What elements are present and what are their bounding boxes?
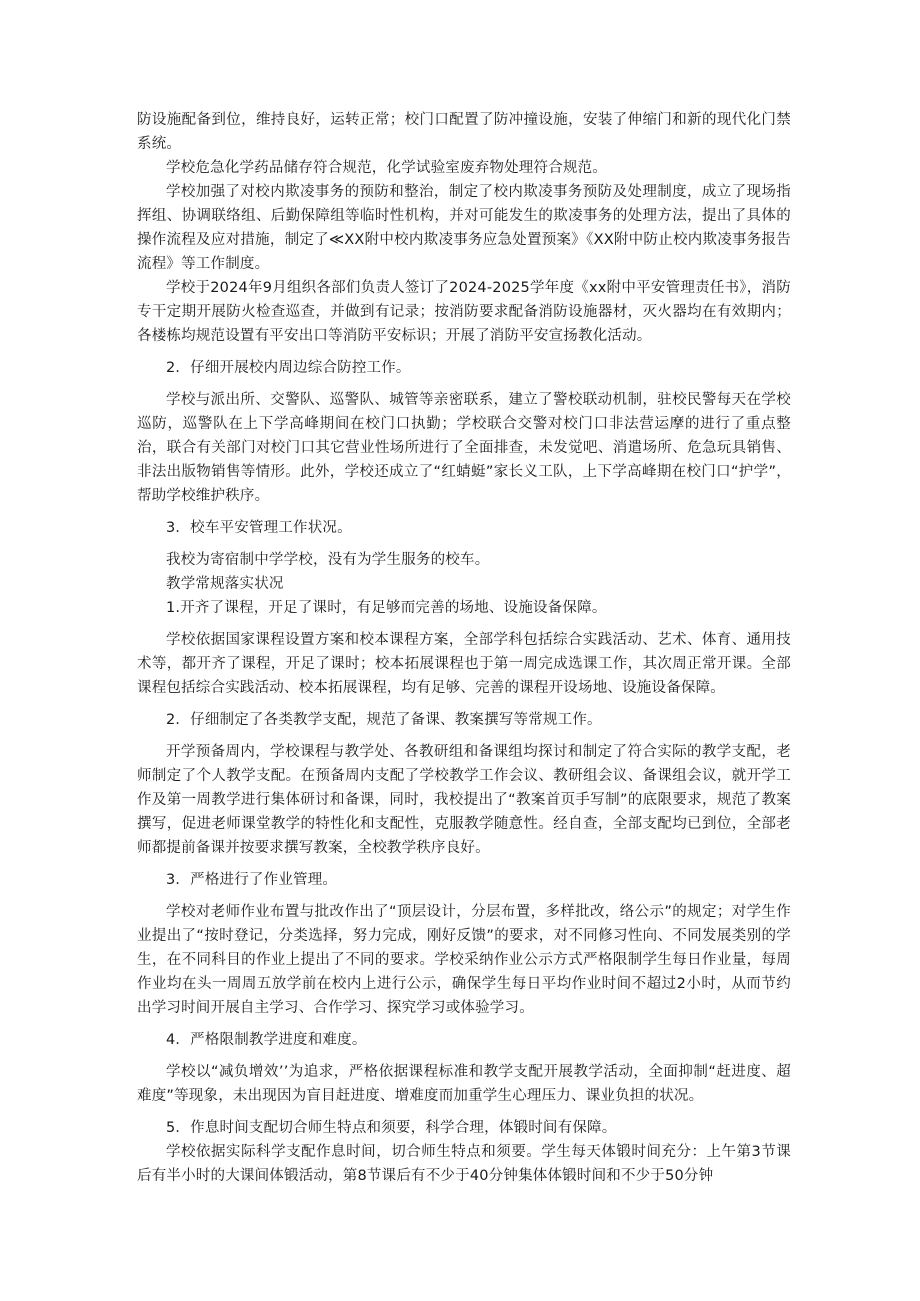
section-heading-courses: 1.开齐了课程，开足了课时，有足够而完善的场地、设施设备保障。: [166, 600, 607, 616]
paragraph-schedule: 学校依据实际科学支配作息时间，切合师生特点和须要。学生每天体锻时间充分：上午第3节课后有半小时的大课间体锻活动，第8节课后有不少于40分钟集体体锻时间和不少于50分钟: [137, 1144, 791, 1184]
document-body: [137, 108, 791, 1188]
paragraph-teaching-plans: 开学预备周内，学校课程与教学处、各教研组和备课组均探讨和制定了符合实际的教学支配，老师制定了个人教学支配。在预备周内支配了学校教学工作会议、教研组会议、备课组会议，就开学工作及第一周教学进行集体研讨和备课，同时，我校提出了“教案首页手写制”的底限要求，规范了教案撰写，促进老师课堂教学的特性化和支配性，克服教学随意性。经自查，全部支配均已到位，全部老师都提前备课并按要求撰写教案，全校教学秩序良好。: [137, 744, 791, 856]
section-heading-teaching-plans: 2．仔细制定了各类教学支配，规范了备课、教案撰写等常规工作。: [166, 712, 602, 728]
section-heading-teaching-routine: 教学常规落实状况: [166, 576, 284, 592]
section-heading-homework: 3．严格进行了作业管理。: [166, 872, 338, 888]
paragraph-progress: 学校以“减负增效’’为追求，严格依据课程标准和教学支配开展教学活动，全面抑制“赶进度、超难度”等现象，未出现因为盲目赶进度、增难度而加重学生心理压力、课业负担的状况。: [137, 1064, 791, 1104]
paragraph-safety-responsibility: 学校于2024年9月组织各部们负责人签订了2024-2025学年度《xx附中平安管理责任书》，消防专干定期开展防火检查巡查，并做到有记录；按消防要求配备消防设施器材，灭火器均在有效期内；各楼栋均规范设置有平安出口等消防平安标识；开展了消防平安宣扬教化活动。: [137, 280, 791, 344]
paragraph-no-school-bus: 我校为寄宿制中学学校，没有为学生服务的校车。: [166, 552, 490, 568]
paragraph-bullying-prevention: 学校加强了对校内欺凌事务的预防和整治，制定了校内欺凌事务预防及处理制度，成立了现场指挥组、协调联络组、后勤保障组等临时性机构，并对可能发生的欺凌事务的处理方法，提出了具体的操作流程及应对措施，制定了≪XX附中校内欺凌事务应急处置预案》《XX附中防止校内欺凌事务报告流程》等工作制度。: [137, 184, 791, 272]
paragraph-courses: 学校依据国家课程设置方案和校本课程方案，全部学科包括综合实践活动、艺术、体育、通用技术等，都开齐了课程，开足了课时；校本拓展课程也于第一周完成选课工作，其次周正常开课。全部课程包括综合实践活动、校本拓展课程，均有足够、完善的课程开设场地、设施设备保障。: [137, 632, 791, 696]
section-heading-surroundings: 2．仔细开展校内周边综合防控工作。: [166, 360, 411, 376]
section-heading-progress: 4．严格限制教学进度和难度。: [166, 1032, 367, 1048]
section-heading-school-bus: 3．校车平安管理工作状况。: [166, 520, 352, 536]
section-heading-schedule: 5．作息时间支配切合师生特点和须要，科学合理，体锻时间有保障。: [166, 1120, 617, 1136]
paragraph-homework: 学校对老师作业布置与批改作出了“顶层设计，分层布置，多样批改，络公示”的规定；对学生作业提出了“按时登记，分类选择，努力完成，刚好反馈”的要求，对不同修习性向、不同发展类别的学生，在不同科目的作业上提出了不同的要求。学校采纳作业公示方式严格限制学生每日作业量，每周作业均在头一周周五放学前在校内上进行公示，确保学生每日平均作业时间不超过2小时，从而节约出学习时间开展自主学习、合作学习、探究学习或体验学习。: [137, 904, 791, 1016]
paragraph-police-school-linkage: 学校与派出所、交警队、巡警队、城管等亲密联系，建立了警校联动机制，驻校民警每天在学校巡防，巡警队在上下学高峰期间在校门口执勤；学校联合交警对校门口非法营运摩的进行了重点整治，联合有关部门对校门口其它营业性场所进行了全面排查，未发觉吧、消遣场所、危急玩具销售、非法出版物销售等情形。此外，学校还成立了“红蜻蜓”家长义工队，上下学高峰期在校门口“护学”，帮助学校维护秩序。: [137, 392, 791, 504]
paragraph-fire-facilities: 防设施配备到位，维持良好，运转正常；校门口配置了防冲撞设施，安装了伸缩门和新的现代化门禁系统。: [137, 112, 791, 152]
paragraph-chemicals: 学校危急化学药品储存符合规范，化学试验室废弃物处理符合规范。: [166, 160, 607, 176]
